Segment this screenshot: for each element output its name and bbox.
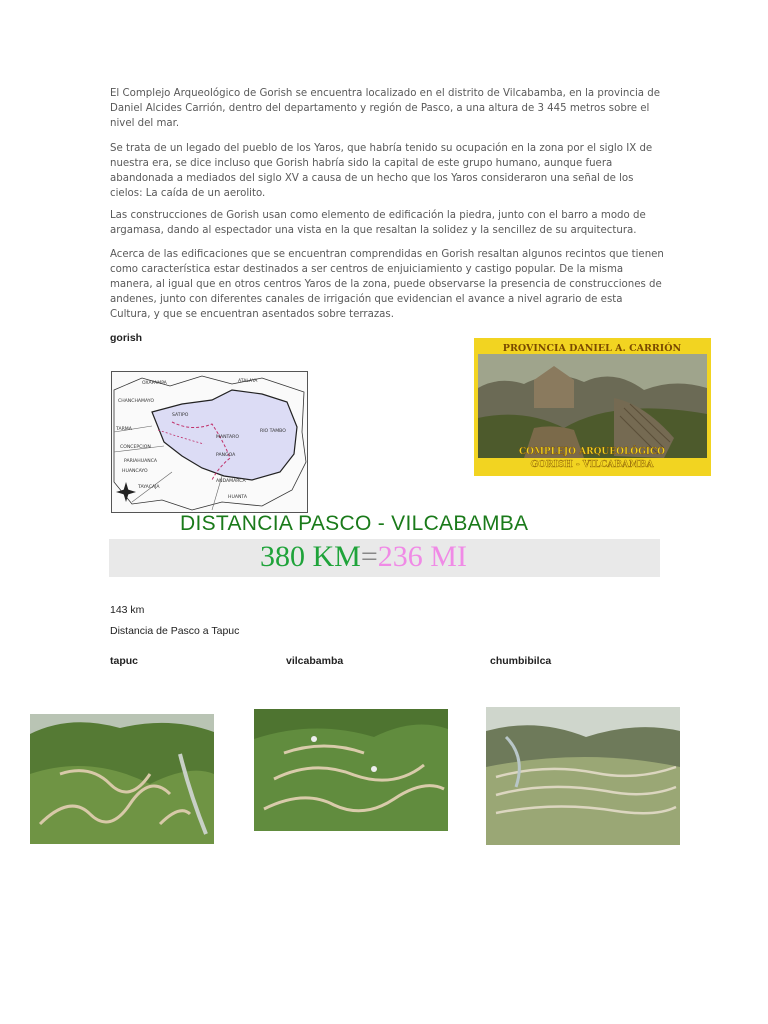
map-label-andamarca: ANDAMARCA: [216, 479, 246, 484]
distance-km: 380 KM: [260, 540, 361, 573]
map-label-mantaro: MANTARO: [216, 435, 239, 440]
map-label-satipo: SATIPO: [172, 413, 189, 418]
map-label-huancayo: HUANCAYO: [122, 469, 148, 474]
banner-bottom-line2: GORISH - VILCABAMBA: [530, 460, 654, 470]
distance-conversion: [260, 540, 467, 574]
tapuc-distance-caption: Distancia de Pasco a Tapuc: [110, 625, 240, 637]
map-label-pangoa: PANGOA: [216, 453, 236, 458]
map-label-atalaya: ATALAYA: [238, 379, 258, 384]
tapuc-km: 143 km: [110, 604, 145, 616]
distance-title: DISTANCIA PASCO - VILCABAMBA: [180, 512, 529, 535]
banner-bottom-line1: COMPLEJO ARQUEOLÓGICO: [518, 447, 666, 457]
vilcabamba-photo: [254, 709, 448, 831]
place-label-tapuc: tapuc: [110, 655, 139, 667]
map-label-huanta: HUANTA: [228, 495, 247, 500]
map-label-chanchamayo: CHANCHAMAYO: [118, 399, 154, 404]
distance-mi: 236 MI: [377, 540, 467, 573]
construction-paragraph: Las construcciones de Gorish usan como elemento de edificación la piedra, junto con el barro a modo de argamasa, dando al espectador una vista en la que resaltan la solidez y la sencillez de su arquitectura.: [110, 210, 646, 236]
map-label-rio-tambo: RIO TAMBO: [260, 429, 286, 434]
chumbibilca-photo: [486, 707, 680, 845]
buildings-paragraph: Acerca de las edificaciones que se encuentran comprendidas en Gorish resaltan algunos recintos que tienen como característica estar destinados a ser centros de enjuiciamiento y castigo popular. De la misma manera, al igual que en otros centros Yaros de la zona, puede observarse la presencia de construcciones de andenes, junto con diferentes canales de irrigación que evidencian el avance a nivel agrario de esta Cultura, y que se encuentran asentados sobre terrazas.: [110, 249, 664, 320]
place-label-chumbibilca: chumbibilca: [490, 655, 552, 667]
map-label-tayacaja: TAYACAJA: [138, 485, 160, 490]
intro-paragraph: El Complejo Arqueológico de Gorish se encuentra localizado en el distrito de Vilcabamba, en la provincia de Daniel Alcides Carrión, dentro del departamento y región de Pasco, a una altura de 3 445 metros sobre el nivel del mar.: [110, 88, 661, 129]
distance-equals: =: [360, 540, 378, 573]
gorish-label: gorish: [110, 332, 143, 344]
banner-top-text: PROVINCIA DANIEL A. CARRIÓN: [502, 343, 682, 354]
place-label-vilcabamba: vilcabamba: [286, 655, 344, 667]
map-label-concepcion: CONCEPCION: [120, 445, 151, 450]
history-paragraph: Se trata de un legado del pueblo de los Yaros, que habría tenido su ocupación en la zona por el siglo IX de nuestra era, se dice incluso que Gorish habría sido la capital de este grupo humano, aunque fuera abandonada a mediados del siglo XV a causa de un hecho que los Yaros consideraron una señal de los cielos: La caída de un aerolito.: [110, 143, 653, 199]
map-label-oxapampa: OXAPAMPA: [142, 381, 167, 386]
map-label-pariahuanca: PARIAHUANCA: [124, 459, 158, 464]
tapuc-photo: [30, 714, 214, 844]
map-label-tarma: TARMA: [116, 427, 132, 432]
map-image: [111, 371, 308, 513]
gorish-photo-banner: [474, 338, 711, 476]
